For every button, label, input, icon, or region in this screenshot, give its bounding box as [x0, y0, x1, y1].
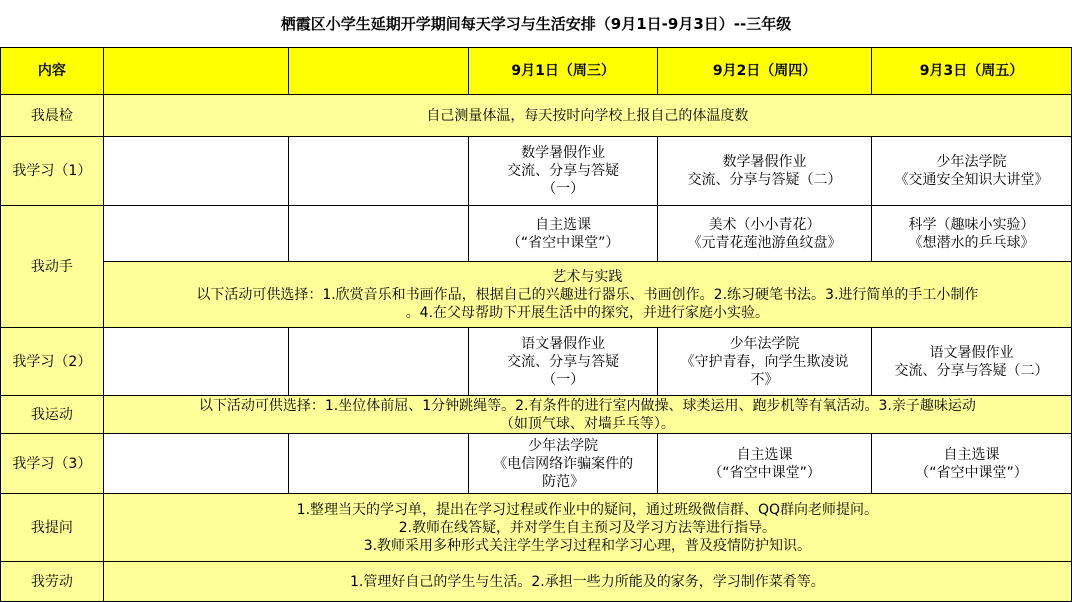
row-hands-on-top [1, 206, 1072, 262]
label-labor: 我劳动 [1, 562, 104, 602]
label-study-2: 我学习（2） [1, 328, 104, 396]
header-blank-2 [289, 48, 469, 95]
header-day3: 9月3日（周五） [872, 48, 1072, 95]
art-practice-text: 艺术与实践 以下活动可供选择：1.欣赏音乐和书画作品，根据自己的兴趣进行器乐、书画创作。2.练习硬笔书法。3.进行简单的手工小制作 。4.在父母帮助下开展生活中的探究，并进行家庭小实验。 [103, 262, 1071, 328]
label-ask: 我提问 [1, 494, 104, 562]
header-blank-1 [103, 48, 289, 95]
label-hands-on: 我动手 [1, 206, 104, 328]
row-study-3 [1, 434, 1072, 494]
study-3-blank-2 [289, 434, 469, 494]
study-3-day3: 自主选课 （“省空中课堂”） [872, 434, 1072, 494]
study-2-day2: 少年法学院 《守护青春，向学生欺凌说 不》 [658, 328, 872, 396]
study-1-blank-1 [103, 137, 289, 206]
header-day1: 9月1日（周三） [469, 48, 658, 95]
sport-text: 以下活动可供选择：1.坐位体前屈、1分钟跳绳等。2.有条件的进行室内做操、球类运用、跑步机等有氧活动。3.亲子趣味运动 （如顶气球、对墙乒乓等）。 [103, 396, 1071, 434]
label-sport: 我运动 [1, 396, 104, 434]
study-2-blank-1 [103, 328, 289, 396]
study-3-day2: 自主选课 （“省空中课堂”） [658, 434, 872, 494]
label-morning-check: 我晨检 [1, 95, 104, 137]
study-3-blank-1 [103, 434, 289, 494]
study-1-day3: 少年法学院 《交通安全知识大讲堂》 [872, 137, 1072, 206]
study-2-day3: 语文暑假作业 交流、分享与答疑（二） [872, 328, 1072, 396]
ask-text: 1.整理当天的学习单，提出在学习过程或作业中的疑问，通过班级微信群、QQ群向老师提问。 2.教师在线答疑，并对学生自主预习及学习方法等进行指导。 3.教师采用多种形式关注学生学习过程和学习心理，普及疫情防护知识。 [103, 494, 1071, 562]
schedule-table [0, 47, 1072, 602]
row-morning-check [1, 95, 1072, 137]
row-labor [1, 562, 1072, 602]
row-ask [1, 494, 1072, 562]
study-3-day1: 少年法学院 《电信网络诈骗案件的 防范》 [469, 434, 658, 494]
row-sport [1, 396, 1072, 434]
study-1-day2: 数学暑假作业 交流、分享与答疑（二） [658, 137, 872, 206]
study-2-day1: 语文暑假作业 交流、分享与答疑 （一） [469, 328, 658, 396]
study-2-blank-2 [289, 328, 469, 396]
header-content: 内容 [1, 48, 104, 95]
header-row [1, 48, 1072, 95]
hands-day2: 美术（小小青花） 《元青花莲池游鱼纹盘》 [658, 206, 872, 262]
row-study-1 [1, 137, 1072, 206]
hands-day3: 科学（趣味小实验） 《想潜水的乒乓球》 [872, 206, 1072, 262]
morning-check-text: 自己测量体温，每天按时向学校上报自己的体温度数 [103, 95, 1071, 137]
labor-text: 1.管理好自己的学生与生活。2.承担一些力所能及的家务，学习制作菜肴等。 [103, 562, 1071, 602]
study-1-day1: 数学暑假作业 交流、分享与答疑 （一） [469, 137, 658, 206]
label-study-1: 我学习（1） [1, 137, 104, 206]
row-study-2 [1, 328, 1072, 396]
hands-day1: 自主选课 （“省空中课堂”） [469, 206, 658, 262]
study-1-blank-2 [289, 137, 469, 206]
hands-blank-2 [289, 206, 469, 262]
page-title: 栖霞区小学生延期开学期间每天学习与生活安排（9月1日-9月3日）--三年级 [0, 0, 1072, 47]
header-day2: 9月2日（周四） [658, 48, 872, 95]
hands-blank-1 [103, 206, 289, 262]
row-hands-on-art [1, 262, 1072, 328]
label-study-3: 我学习（3） [1, 434, 104, 494]
